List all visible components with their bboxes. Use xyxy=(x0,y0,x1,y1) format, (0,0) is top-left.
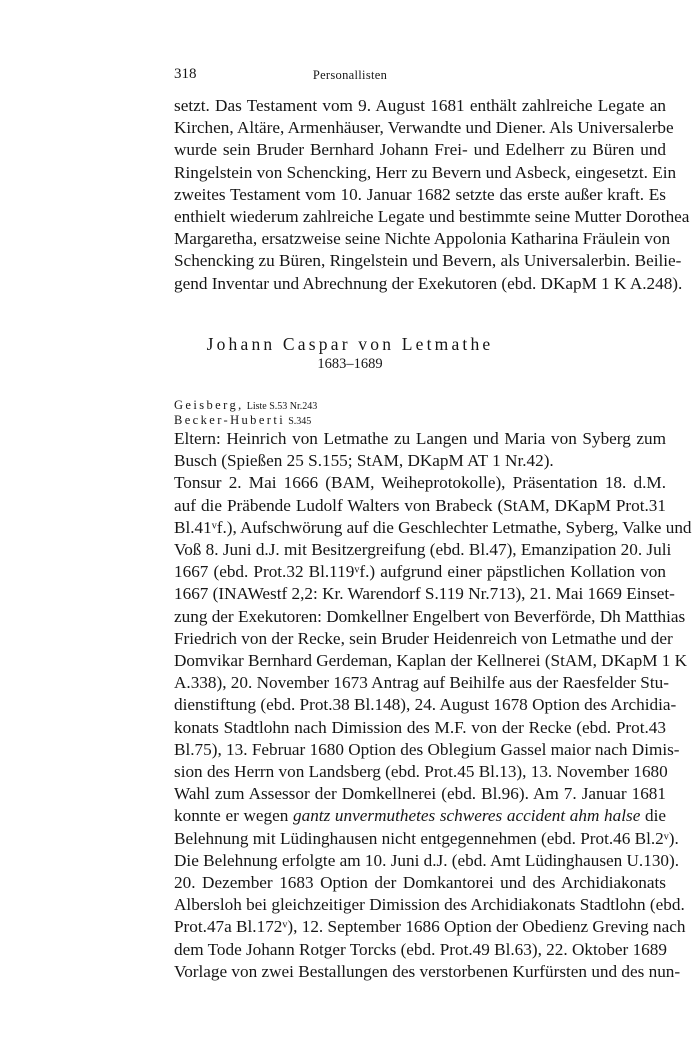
running-title: Personallisten xyxy=(312,68,388,82)
text-line: zung der Exekutoren: Domkellner Engelbert von Beverförde, Dh Matthias xyxy=(174,606,686,626)
literature-ref: S.345 xyxy=(288,416,312,427)
text-line: 20. Dezember 1683 Option der Domkantorei und des Archidiakonats xyxy=(174,873,666,892)
text-line: Margaretha, ersatzweise seine Nichte Appolonia Katharina Fräulein von xyxy=(174,229,671,249)
text-line: gend Inventar und Abrechnung der Exekutoren (ebd. DKapM 1 K A.248). xyxy=(174,273,683,293)
text-line: zweites Testament vom 10. Januar 1682 setzte das erste außer kraft. Es xyxy=(174,184,666,204)
text-line: Ringelstein von Schencking, Herr zu Bevern und Asbeck, eingesetzt. Ein xyxy=(174,162,677,182)
text-line: Schencking zu Büren, Ringelstein und Bevern, als Universalerbin. Beilie- xyxy=(174,251,682,271)
text-line: 1667 (ebd. Prot.32 Bl.119ᵛf.) aufgrund einer päpstlichen Kollation von xyxy=(174,562,666,582)
text-line: auf die Präbende Ludolf Walters von Brabeck (StAM, DKapM Prot.31 xyxy=(174,495,666,515)
text-line: Eltern: Heinrich von Letmathe zu Langen und Maria von Syberg zum xyxy=(174,429,666,448)
text-line: Bl.41ᵛf.), Aufschwörung auf die Geschlechter Letmathe, Syberg, Valke und xyxy=(174,517,692,537)
text-line: dienstiftung (ebd. Prot.38 Bl.148), 24. August 1678 Option des Archidia- xyxy=(174,695,677,715)
entry-name: Johann Caspar von Letmathe xyxy=(206,334,494,354)
text-line: A.338), 20. November 1673 Antrag auf Beihilfe aus der Raesfelder Stu- xyxy=(174,673,669,693)
text-line: Friedrich von der Recke, sein Bruder Heidenreich von Letmathe und der xyxy=(174,628,673,648)
text-line: sion des Herrn von Landsberg (ebd. Prot.45 Bl.13), 13. November 1680 xyxy=(174,762,668,781)
text-line: dem Tode Johann Rotger Torcks (ebd. Prot.49 Bl.63), 22. Oktober 1689 xyxy=(174,939,667,959)
text-line: enthielt wiederum zahlreiche Legate und bestimmte seine Mutter Dorothea xyxy=(174,207,690,226)
text-line: konnte er wegen gantz unvermuthetes schweres accident ahm halse die xyxy=(174,806,666,826)
literature-item xyxy=(174,413,311,429)
text-line: Bl.75), 13. Februar 1680 Option des Oblegium Gassel maior nach Dimis- xyxy=(174,739,680,759)
literature-item xyxy=(174,398,317,414)
text-line: Kirchen, Altäre, Armenhäuser, Verwandte und Diener. Als Universalerbe xyxy=(174,118,674,138)
literature-author: Becker-Huberti xyxy=(174,413,286,427)
text-line: setzt. Das Testament vom 9. August 1681 enthält zahlreiche Legate an xyxy=(174,96,666,115)
text-line: Domvikar Bernhard Gerdeman, Kaplan der Kellnerei (StAM, DKapM 1 K xyxy=(174,651,688,670)
text-line: Voß 8. Juni d.J. mit Besitzergreifung (ebd. Bl.47), Emanzipation 20. Juli xyxy=(174,540,672,559)
page-number: 318 xyxy=(174,66,197,82)
text-line: Tonsur 2. Mai 1666 (BAM, Weiheprotokolle), Präsentation 18. d.M. xyxy=(174,473,666,493)
text-line: Vorlage von zwei Bestallungen des verstorbenen Kurfürsten und des nun- xyxy=(174,961,681,981)
text-line: wurde sein Bruder Bernhard Johann Frei- und Edelherr zu Büren und xyxy=(174,140,666,160)
text-line: Die Belehnung erfolgte am 10. Juni d.J. (ebd. Amt Lüdinghausen U.130). xyxy=(174,850,680,870)
entry-years: 1683–1689 xyxy=(317,356,383,372)
text-line: 1667 (INAWestf 2,2: Kr. Warendorf S.119 Nr.713), 21. Mai 1669 Einset- xyxy=(174,584,675,604)
literature-author: Geisberg, xyxy=(174,398,244,412)
text-line: Albersloh bei gleichzeitiger Dimission des Archidiakonats Stadtlohn (ebd. xyxy=(174,895,685,915)
text-line: konats Stadtlohn nach Dimission des M.F. von der Recke (ebd. Prot.43 xyxy=(174,717,666,737)
literature-ref: Liste S.53 Nr.243 xyxy=(246,401,318,412)
text-line: Busch (Spießen 25 S.155; StAM, DKapM AT 1 Nr.42). xyxy=(174,451,554,471)
text-line: Belehnung mit Lüdinghausen nicht entgegennehmen (ebd. Prot.46 Bl.2ᵛ). xyxy=(174,828,679,848)
text-line: Prot.47a Bl.172ᵛ), 12. September 1686 Option der Obedienz Greving nach xyxy=(174,917,686,937)
text-line: Wahl zum Assessor der Domkellnerei (ebd. Bl.96). Am 7. Januar 1681 xyxy=(174,784,666,804)
